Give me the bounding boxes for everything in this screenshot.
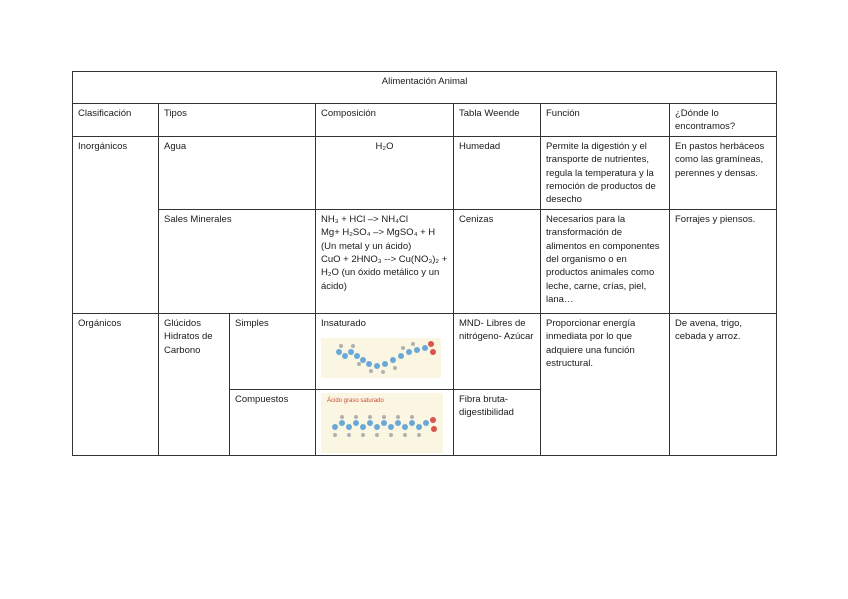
cell-compuestos: Compuestos [230,389,316,455]
reaction-2: Mg+ H₂SO₄ –> MgSO₄ + H [321,227,436,239]
cell-glucidos: Glúcidos Hidratos de Carbono [159,313,230,455]
cell-organicos: Orgánicos [73,313,159,455]
cell-sales-weende: Cenizas [454,209,541,313]
cell-agua-composicion: H₂O [316,136,454,209]
cell-sales-donde: Forrajes y piensos. [670,209,777,313]
cell-agua: Agua [159,136,316,209]
header-tipos: Tipos [159,104,316,137]
header-clasificacion: Clasificación [73,104,159,137]
cell-compuestos-weende: Fibra bruta- digestibilidad [454,389,541,455]
header-donde: ¿Dónde lo encontramos? [670,104,777,137]
cell-compuestos-composicion [316,389,454,455]
cell-simples: Simples [230,313,316,389]
reaction-3: CuO + 2HNO₃ --> Cu(NO₃)₂ + H₂O (un óxido metálico y un ácido) [321,254,448,292]
header-tabla-weende: Tabla Weende [454,104,541,137]
header-composicion: Composición [316,104,454,137]
cell-sales: Sales Minerales [159,209,316,313]
header-funcion: Función [541,104,670,137]
saturated-molecule-image [321,393,443,453]
cell-simples-composicion [316,313,454,389]
unsaturated-molecule-image [321,338,441,378]
cell-agua-funcion: Permite la digestión y el transporte de nutrientes, regula la temperatura y la remoción de productos de desecho [541,136,670,209]
cell-organicos-funcion: Proporcionar energía inmediata por lo que adquiere una función estructural. [541,313,670,455]
cell-sales-composicion [316,209,454,313]
cell-agua-donde: En pastos herbáceos como las gramíneas, perennes y densas. [670,136,777,209]
reaction-2-note: (Un metal y un ácido) [321,240,412,252]
table-title: Alimentación Animal [73,72,777,104]
saturated-molecule-label: Ácido graso saturado [327,397,384,404]
insaturado-label: Insaturado [321,317,366,329]
reaction-1: NH₃ + HCl –> NH₄Cl [321,213,408,225]
alimentacion-table [72,71,777,456]
cell-simples-weende: MND- Libres de nitrógeno- Azúcar [454,313,541,389]
cell-agua-weende: Humedad [454,136,541,209]
cell-inorganicos: Inorgánicos [73,136,159,313]
cell-sales-funcion: Necesarios para la transformación de alimentos en componentes del organismo o en productos animales como leche, carne, crías, piel, lana… [541,209,670,313]
cell-organicos-donde: De avena, trigo, cebada y arroz. [670,313,777,455]
